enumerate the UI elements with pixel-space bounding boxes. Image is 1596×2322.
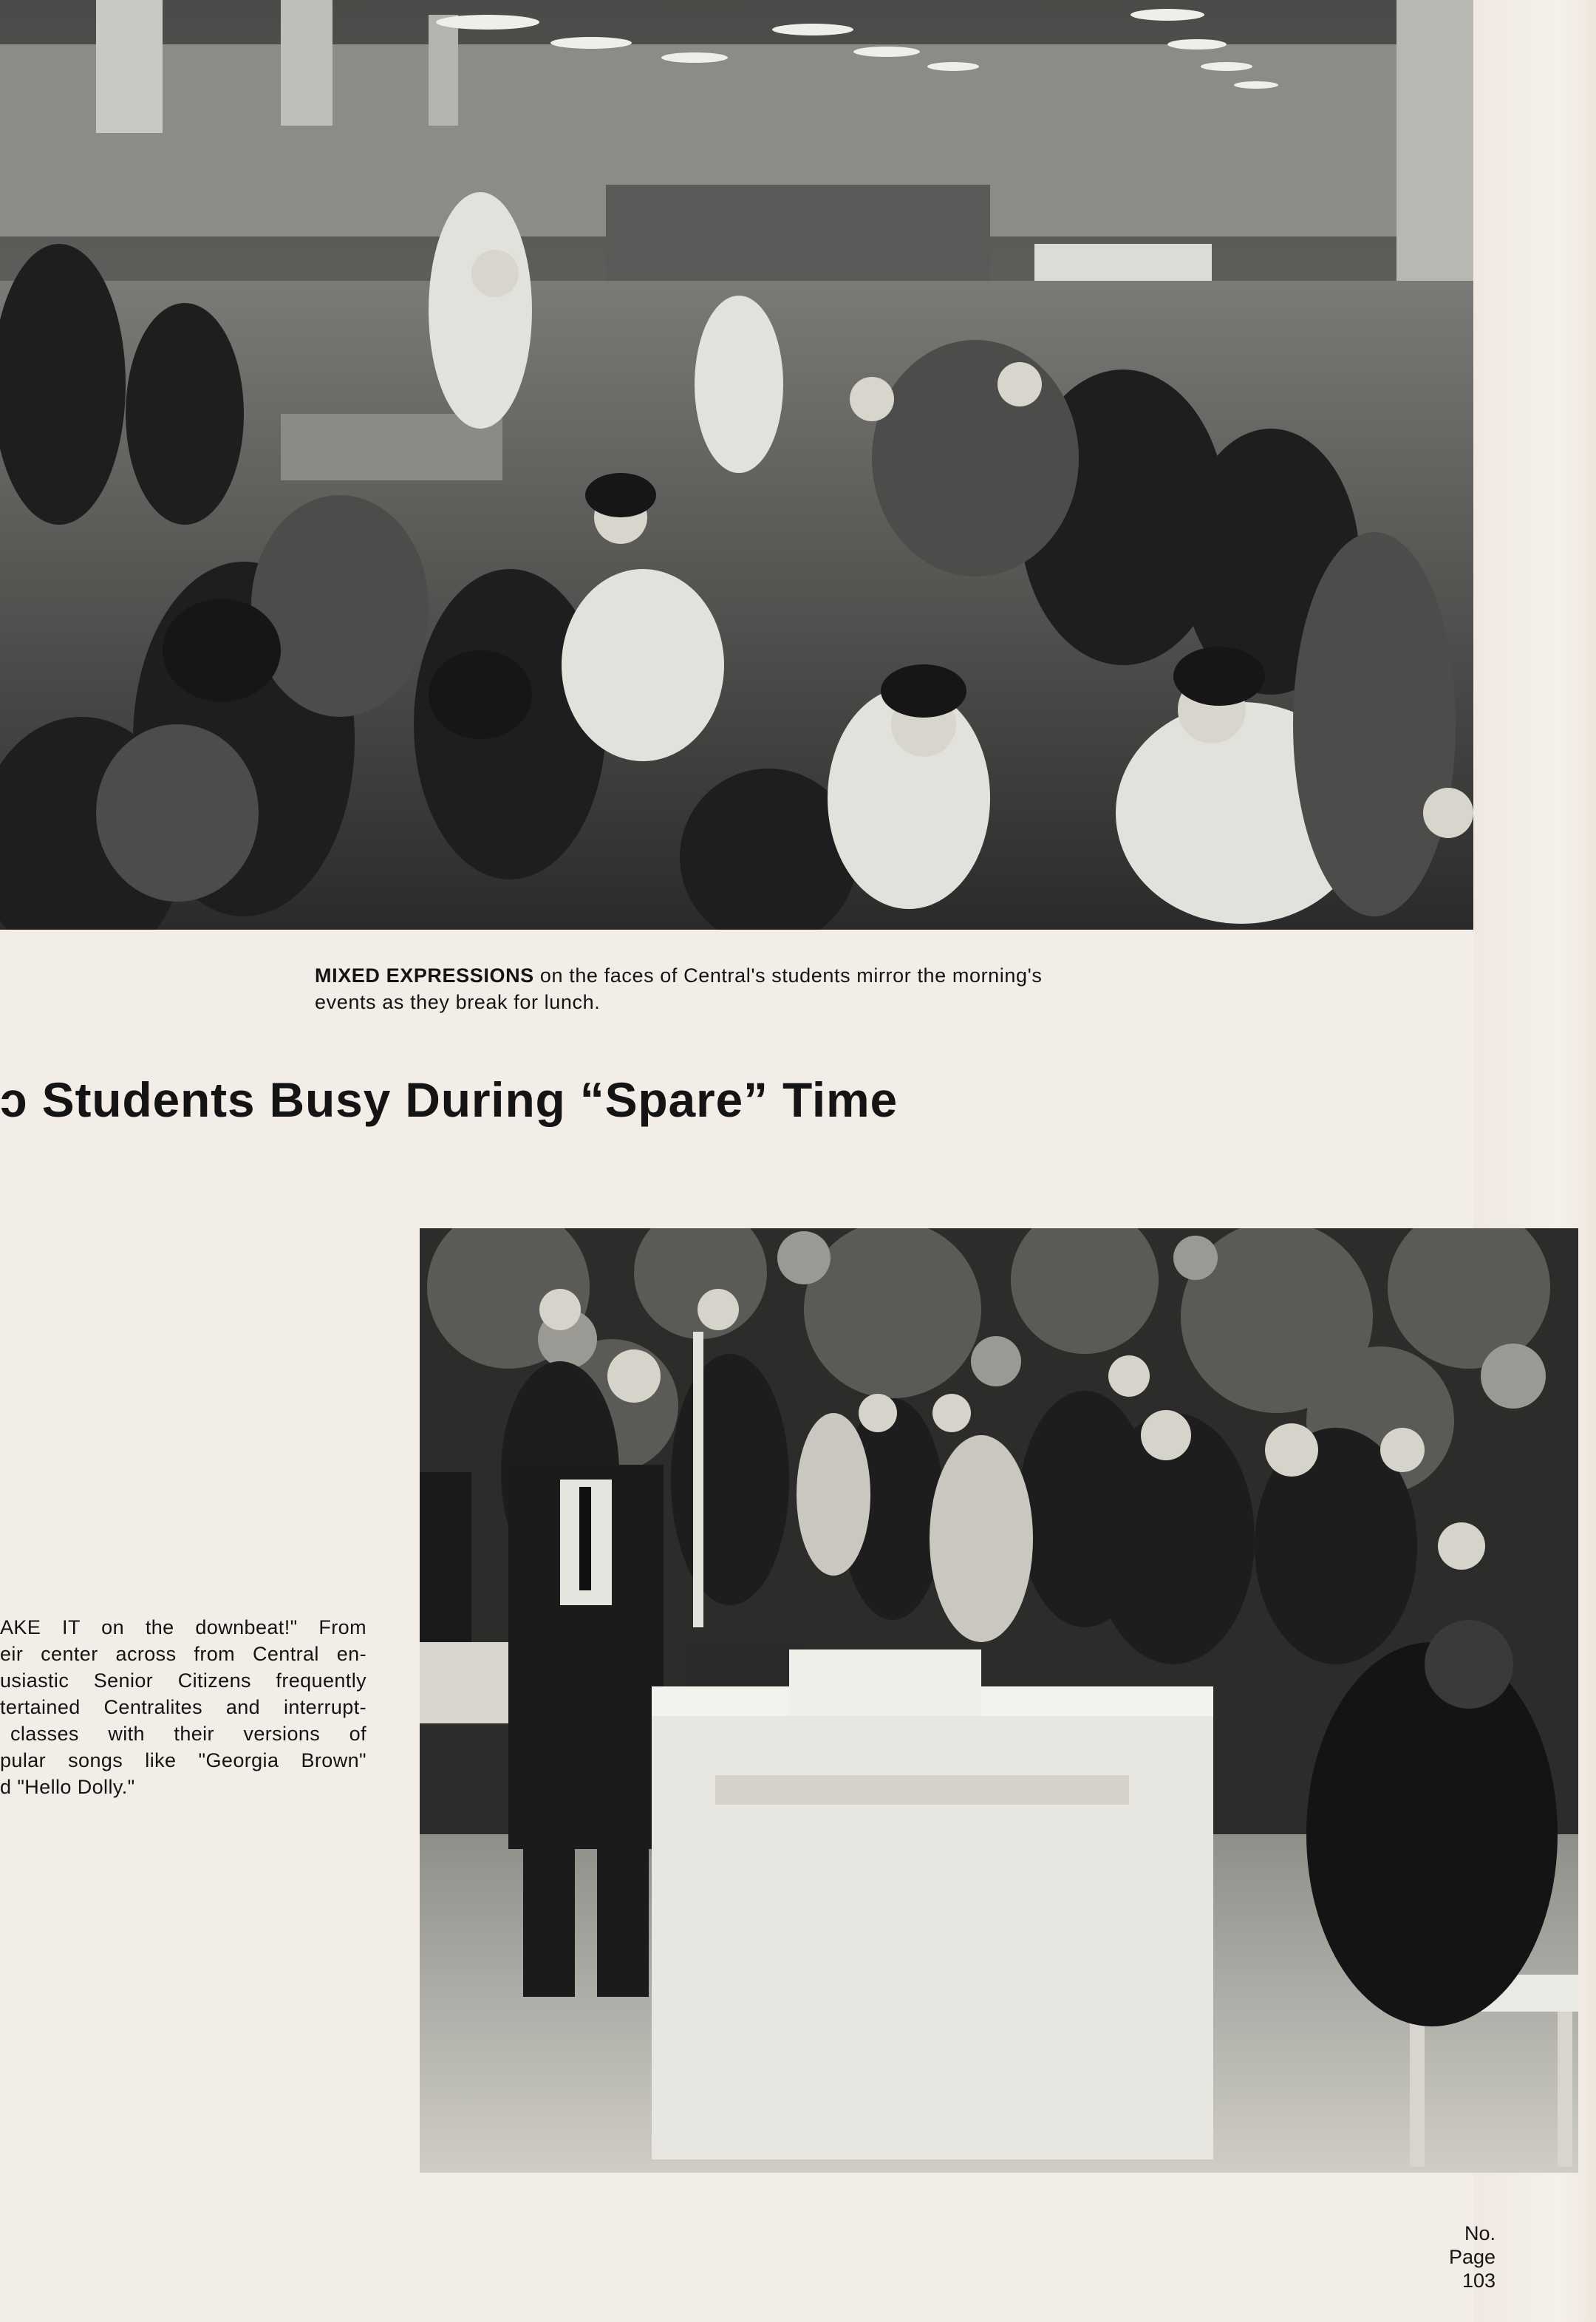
cafeteria-caption (315, 962, 1201, 1015)
caption-line-2: events as they break for lunch. (315, 991, 601, 1013)
senior-band-photo-icon (420, 1228, 1578, 2173)
band-caption-line: usiastic Senior Citizens frequently (0, 1669, 366, 1692)
caption-lead: MIXED EXPRESSIONS (315, 964, 534, 987)
band-caption-line: pular songs like "Georgia Brown" (0, 1749, 366, 1771)
section-headline: ɔ Students Busy During “Spare” Time (0, 1072, 898, 1127)
band-caption-line: AKE IT on the downbeat!" From (0, 1616, 366, 1638)
band-caption (0, 1614, 366, 1800)
folio-no: No. (1464, 2222, 1496, 2244)
cafeteria-photo-icon (0, 0, 1473, 930)
senior-band-photo (420, 1228, 1578, 2173)
band-caption-line: eir center across from Central en- (0, 1643, 366, 1665)
band-caption-line: classes with their versions of (10, 1723, 366, 1745)
folio-page-label: Page (1448, 2246, 1496, 2268)
caption-line-1: on the faces of Central's students mirror the morning's (533, 964, 1043, 987)
cafeteria-photo (0, 0, 1473, 930)
page-folio (1436, 2221, 1496, 2292)
page-number: 103 (1462, 2270, 1496, 2292)
band-caption-line: tertained Centralites and interrupt- (0, 1696, 366, 1718)
band-caption-line: d "Hello Dolly." (0, 1776, 135, 1798)
